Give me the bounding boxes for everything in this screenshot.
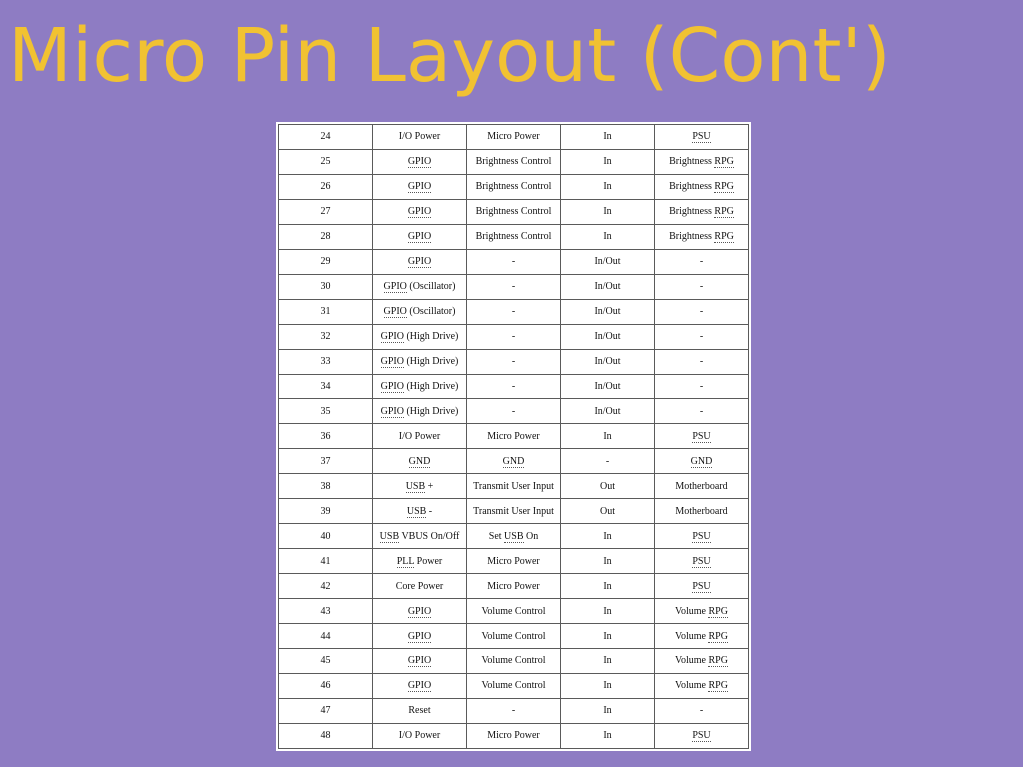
function-cell: Transmit User Input [467,499,561,524]
pin-type-cell: GND [373,449,467,474]
connection-cell: - [655,374,749,399]
table-row [279,723,749,748]
pin-type-cell: GPIO (High Drive) [373,349,467,374]
connection-cell: GND [655,449,749,474]
direction-cell: In [561,149,655,174]
direction-cell: In [561,673,655,698]
direction-cell: In [561,549,655,574]
connection-cell: PSU [655,125,749,150]
connection-cell: PSU [655,424,749,449]
table-row [279,324,749,349]
table-row [279,299,749,324]
pin-number-cell: 43 [279,599,373,624]
function-cell: - [467,249,561,274]
direction-cell: In/Out [561,324,655,349]
pin-type-cell: USB + [373,474,467,499]
function-cell: Brightness Control [467,224,561,249]
direction-cell: - [561,449,655,474]
table-row [279,399,749,424]
pin-number-cell: 39 [279,499,373,524]
function-cell: GND [467,449,561,474]
pin-number-cell: 36 [279,424,373,449]
pin-type-cell: I/O Power [373,125,467,150]
pin-type-cell: Reset [373,698,467,723]
connection-cell: Brightness RPG [655,224,749,249]
pin-number-cell: 32 [279,324,373,349]
function-cell: Brightness Control [467,149,561,174]
direction-cell: In [561,624,655,649]
connection-cell: Brightness RPG [655,149,749,174]
direction-cell: In/Out [561,249,655,274]
direction-cell: In [561,698,655,723]
pin-type-cell: GPIO [373,599,467,624]
pin-type-cell: Core Power [373,574,467,599]
connection-cell: Volume RPG [655,673,749,698]
pin-number-cell: 27 [279,199,373,224]
table-row [279,574,749,599]
pin-type-cell: I/O Power [373,424,467,449]
pin-number-cell: 30 [279,274,373,299]
connection-cell: Motherboard [655,499,749,524]
pin-type-cell: GPIO (Oscillator) [373,274,467,299]
direction-cell: In [561,649,655,674]
pin-number-cell: 37 [279,449,373,474]
direction-cell: In [561,574,655,599]
direction-cell: In [561,174,655,199]
pin-type-cell: USB - [373,499,467,524]
function-cell: Volume Control [467,624,561,649]
direction-cell: In [561,599,655,624]
connection-cell: - [655,324,749,349]
pin-type-cell: GPIO [373,174,467,199]
connection-cell: - [655,249,749,274]
function-cell: Micro Power [467,549,561,574]
function-cell: Set USB On [467,524,561,549]
connection-cell: PSU [655,574,749,599]
function-cell: - [467,299,561,324]
connection-cell: Volume RPG [655,599,749,624]
connection-cell: Brightness RPG [655,199,749,224]
connection-cell: PSU [655,723,749,748]
pin-type-cell: GPIO [373,249,467,274]
table-row [279,449,749,474]
table-row [279,649,749,674]
pin-type-cell: GPIO (High Drive) [373,374,467,399]
table-row [279,224,749,249]
function-cell: Volume Control [467,599,561,624]
function-cell: Transmit User Input [467,474,561,499]
connection-cell: - [655,274,749,299]
connection-cell: Brightness RPG [655,174,749,199]
pin-number-cell: 24 [279,125,373,150]
direction-cell: In [561,224,655,249]
pin-number-cell: 46 [279,673,373,698]
direction-cell: Out [561,474,655,499]
pin-number-cell: 28 [279,224,373,249]
pin-number-cell: 35 [279,399,373,424]
connection-cell: - [655,698,749,723]
direction-cell: In/Out [561,349,655,374]
table-row [279,524,749,549]
direction-cell: Out [561,499,655,524]
function-cell: - [467,324,561,349]
connection-cell: Volume RPG [655,649,749,674]
table-row [279,125,749,150]
direction-cell: In/Out [561,274,655,299]
pin-table-container [276,122,751,751]
pin-number-cell: 26 [279,174,373,199]
table-row [279,499,749,524]
pin-type-cell: USB VBUS On/Off [373,524,467,549]
pin-type-cell: GPIO [373,224,467,249]
table-row [279,374,749,399]
function-cell: - [467,399,561,424]
direction-cell: In [561,723,655,748]
table-row [279,599,749,624]
function-cell: Micro Power [467,723,561,748]
table-row [279,349,749,374]
table-row [279,149,749,174]
function-cell: - [467,349,561,374]
connection-cell: - [655,299,749,324]
pin-type-cell: PLL Power [373,549,467,574]
pin-number-cell: 25 [279,149,373,174]
pin-number-cell: 29 [279,249,373,274]
function-cell: - [467,374,561,399]
pin-type-cell: GPIO (High Drive) [373,399,467,424]
pin-type-cell: GPIO [373,673,467,698]
direction-cell: In [561,424,655,449]
pin-type-cell: GPIO (High Drive) [373,324,467,349]
connection-cell: - [655,399,749,424]
direction-cell: In [561,199,655,224]
function-cell: - [467,698,561,723]
pin-table-body [279,125,749,749]
pin-number-cell: 40 [279,524,373,549]
table-row [279,424,749,449]
table-row [279,474,749,499]
pin-number-cell: 33 [279,349,373,374]
pin-number-cell: 34 [279,374,373,399]
table-row [279,549,749,574]
table-row [279,249,749,274]
pin-number-cell: 47 [279,698,373,723]
function-cell: Micro Power [467,424,561,449]
pin-type-cell: GPIO [373,149,467,174]
direction-cell: In/Out [561,374,655,399]
function-cell: Brightness Control [467,174,561,199]
function-cell: Micro Power [467,574,561,599]
direction-cell: In/Out [561,399,655,424]
function-cell: Volume Control [467,649,561,674]
pin-number-cell: 44 [279,624,373,649]
direction-cell: In/Out [561,299,655,324]
connection-cell: PSU [655,524,749,549]
table-row [279,624,749,649]
direction-cell: In [561,524,655,549]
connection-cell: Volume RPG [655,624,749,649]
table-row [279,199,749,224]
connection-cell: Motherboard [655,474,749,499]
pin-type-cell: I/O Power [373,723,467,748]
table-row [279,174,749,199]
pin-number-cell: 48 [279,723,373,748]
slide-title: Micro Pin Layout (Cont') [8,13,891,99]
function-cell: Brightness Control [467,199,561,224]
pin-number-cell: 42 [279,574,373,599]
pin-layout-table [278,124,749,749]
pin-type-cell: GPIO [373,199,467,224]
pin-type-cell: GPIO [373,649,467,674]
pin-type-cell: GPIO [373,624,467,649]
pin-number-cell: 41 [279,549,373,574]
table-row [279,274,749,299]
pin-number-cell: 45 [279,649,373,674]
table-row [279,698,749,723]
connection-cell: - [655,349,749,374]
connection-cell: PSU [655,549,749,574]
function-cell: - [467,274,561,299]
pin-number-cell: 31 [279,299,373,324]
function-cell: Micro Power [467,125,561,150]
pin-type-cell: GPIO (Oscillator) [373,299,467,324]
function-cell: Volume Control [467,673,561,698]
pin-number-cell: 38 [279,474,373,499]
direction-cell: In [561,125,655,150]
table-row [279,673,749,698]
